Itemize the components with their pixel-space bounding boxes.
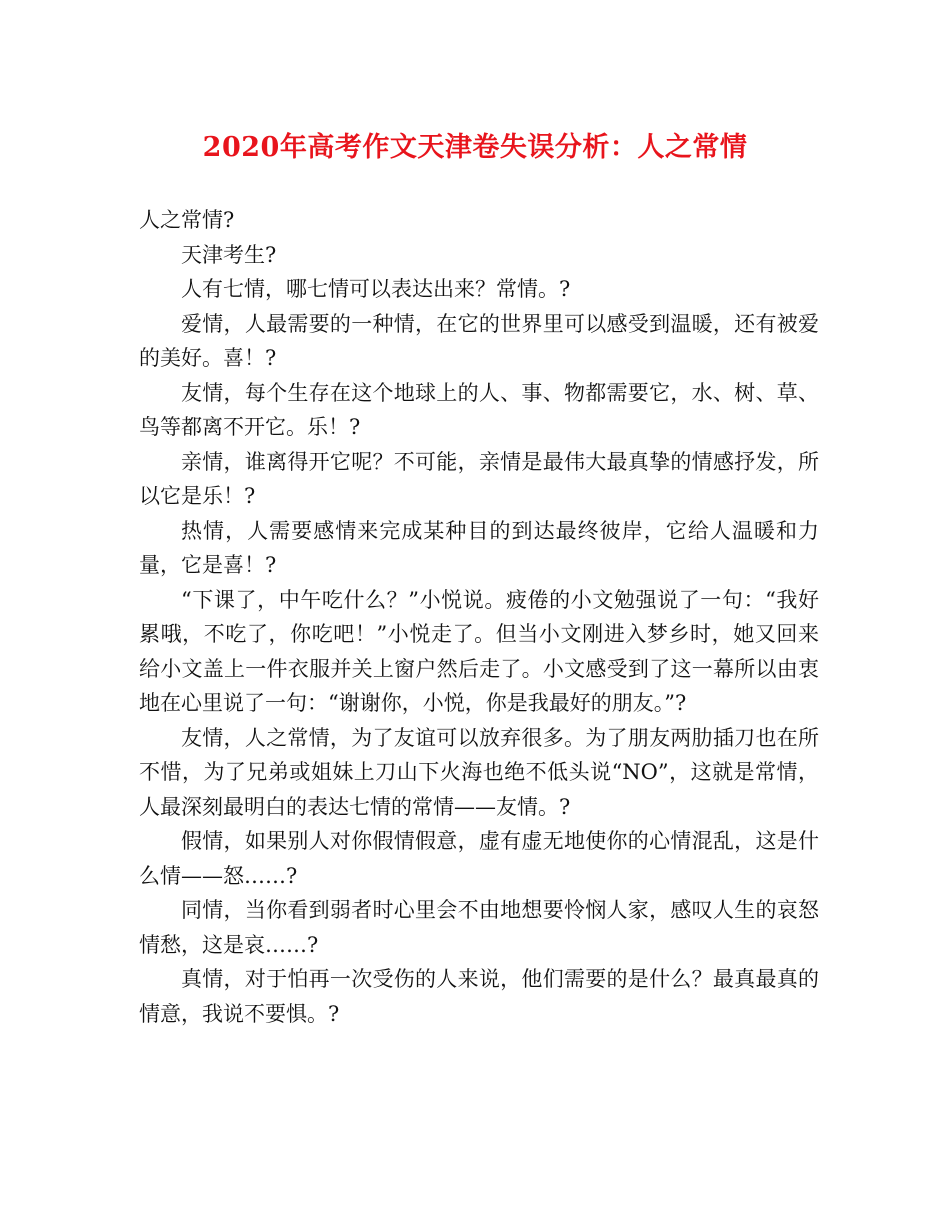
paragraph: 同情，当你看到弱者时心里会不由地想要怜悯人家，感叹人生的哀怒情愁，这是哀……? — [139, 898, 819, 957]
paragraph: 真情，对于怕再一次受伤的人来说，他们需要的是什么？最真最真的情意，我说不要惧。? — [139, 967, 819, 1026]
document-title: 2020年高考作文天津卷失误分析：人之常情 — [202, 132, 748, 163]
paragraph: 人有七情，哪七情可以表达出来？常情。? — [181, 277, 571, 301]
paragraph: 亲情，谁离得开它呢？不可能，亲情是最伟大最真挚的情感抒发，所以它是乐！? — [139, 449, 819, 508]
paragraph: 友情，每个生存在这个地球上的人、事、物都需要它，水、树、草、鸟等都离不开它。乐！? — [139, 380, 819, 439]
document-body — [139, 203, 819, 1031]
paragraph: 假情，如果别人对你假情假意，虚有虚无地使你的心情混乱，这是什么情——怒……? — [139, 829, 819, 888]
paragraph: “下课了，中午吃什么？”小悦说。疲倦的小文勉强说了一句：“我好累哦，不吃了，你吃吧！”小悦走了。但当小文刚进入梦乡时，她又回来给小文盖上一件衣服并关上窗户然后走了。小文感受到了这一幕所以由衷地在心里说了一句：“谢谢你，小悦，你是我最好的朋友。”? — [139, 587, 819, 715]
paragraph-heading: 人之常情? — [139, 208, 235, 232]
paragraph-author: 天津考生? — [181, 242, 277, 267]
paragraph: 友情，人之常情，为了友谊可以放弃很多。为了朋友两肋插刀也在所不惜，为了兄弟或姐妹上刀山下火海也绝不低头说“NO”，这就是常情，人最深刻最明白的表达七情的常情——友情。? — [139, 725, 819, 819]
paragraph: 爱情，人最需要的一种情，在它的世界里可以感受到温暖，还有被爱的美好。喜！? — [139, 311, 819, 370]
paragraph: 热情，人需要感情来完成某种目的到达最终彼岸，它给人温暖和力量，它是喜！? — [139, 518, 819, 577]
